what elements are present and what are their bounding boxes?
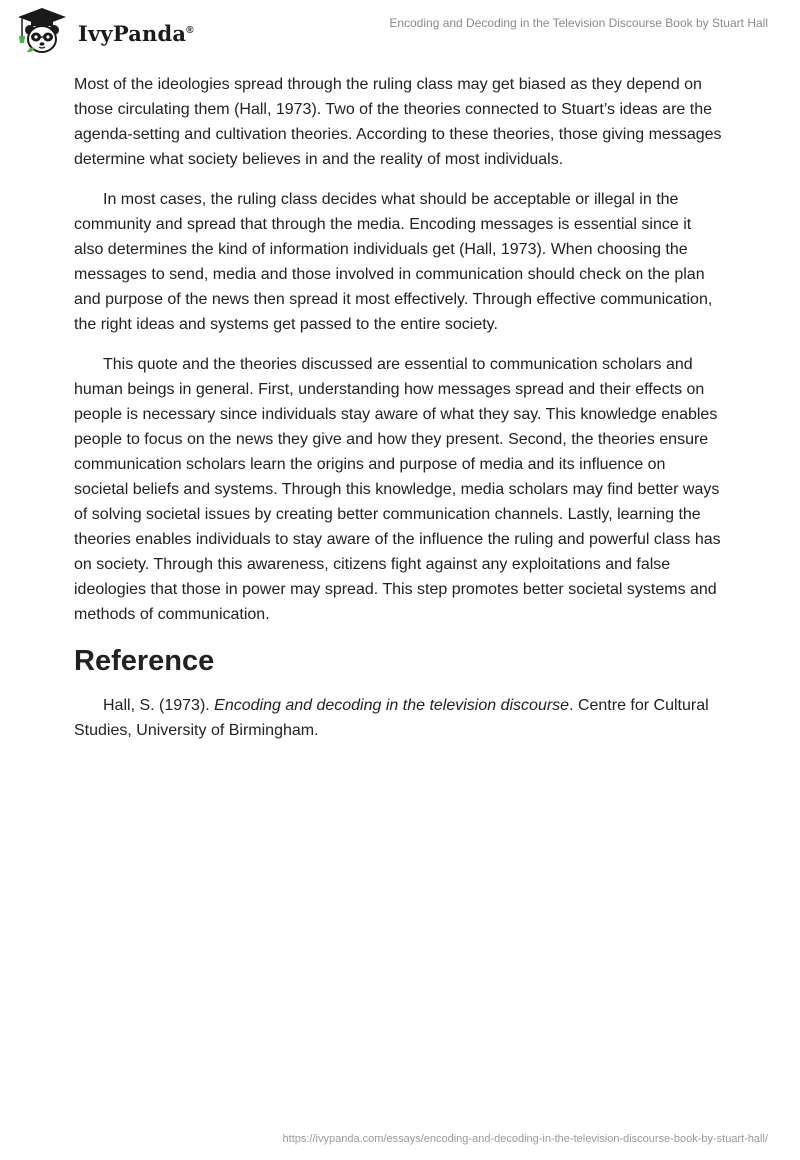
reference-heading: Reference [74,645,215,677]
paragraph-3: This quote and the theories discussed are essential to communication scholars and human beings in general. First, understanding how messages spread and their effects on people is necessary since individuals stay aware of what they say. This knowledge enables people to focus on the news they give and how they present. Second, the theories ensure communication scholars learn the origins and purpose of media and its influence on societal beliefs and systems. Through this knowledge, media scholars may find better ways of solving societal issues by creating better communication channels. Lastly, learning the theories enables individuals to stay aware of the influence the ruling and powerful class has on society. Through this awareness, citizens fight against any exploitations and false ideologies that those in power may spread. This step promotes better societal systems and methods of communication. [74,356,721,623]
registered-mark: ® [186,24,194,36]
page-header [0,0,800,66]
paragraph-1: Most of the ideologies spread through the ruling class may get biased as they depend on those circulating them (Hall, 1973). Two of the theories connected to Stuart’s ideas are the agenda-setting and cultivation theories. According to these theories, those giving messages determine what society believes in and the reality of most individuals. [74,76,722,168]
reference-author-year: Hall, S. (1973). [103,697,215,714]
reference-title: Encoding and decoding in the television discourse [214,697,570,714]
reference-publisher: . Centre for Cultural Studies, University of Birmingham. [74,697,709,739]
panda-graduate-icon [14,6,70,56]
ivypanda-logo[interactable] [14,6,194,56]
brand-name: IvyPanda® [78,20,194,46]
essay-body [74,72,724,743]
document-title: Encoding and Decoding in the Television Discourse Book by Stuart Hall [389,16,768,30]
paragraph-2: In most cases, the ruling class decides what should be acceptable or illegal in the community and spread that through the media. Encoding messages is essential since it also determines the kind of information individuals get (Hall, 1973). When choosing the messages to send, media and those involved in communication should check on the plan and purpose of the news then spread it most effectively. Through effective communication, the right ideas and systems get passed to the entire society. [74,191,713,333]
reference-entry [74,693,724,743]
footer-url-link[interactable]: https://ivypanda.com/essays/encoding-and-decoding-in-the-television-discourse-book-by-stuart-hall/ [282,1133,768,1145]
